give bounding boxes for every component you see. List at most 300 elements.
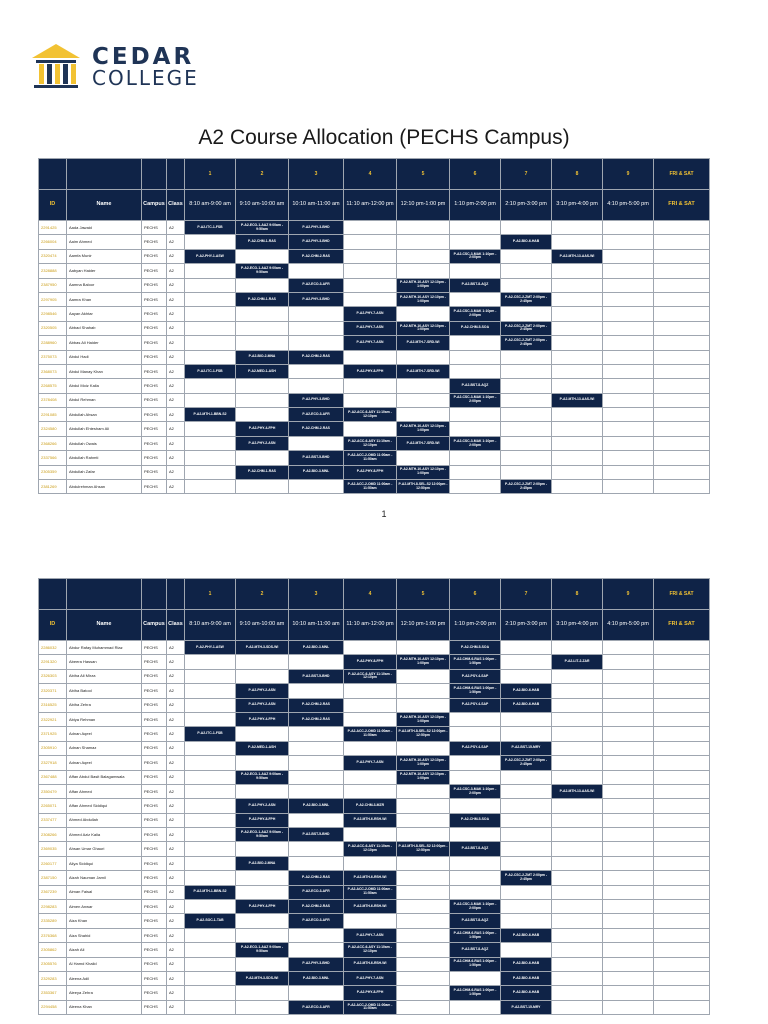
course-cell: P-A2-BIO-3-MNL [289,641,344,655]
empty-cell [185,842,236,856]
campus-cell: PECHS [142,465,167,479]
class-cell: A2 [167,813,185,827]
empty-cell [603,249,654,263]
campus-cell: PECHS [142,885,167,899]
header-number-row [39,579,710,610]
student-name: Aamfa Munir [67,249,142,263]
empty-cell [603,1000,654,1014]
student-id: 2308266 [39,828,67,842]
empty-cell [397,684,450,698]
empty-cell [654,856,710,870]
student-id: 2326303 [39,669,67,683]
header-blank [167,579,185,610]
course-cell: P-A2-ECO-3-AFR [289,885,344,899]
empty-cell [344,379,397,393]
header-slot-number: 5 [397,159,450,190]
student-name: Abiha Zehra [67,698,142,712]
empty-cell [289,986,344,1000]
campus-cell: PECHS [142,451,167,465]
empty-cell [501,641,552,655]
empty-cell [185,451,236,465]
student-name: Aamna Baloor [67,278,142,292]
header-blank [39,159,67,190]
student-name: Abeera Hassan [67,655,142,669]
empty-cell [552,856,603,870]
header-blank [142,159,167,190]
class-cell: A2 [167,292,185,306]
empty-cell [185,379,236,393]
empty-cell [289,727,344,741]
empty-cell [501,393,552,407]
campus-cell: PECHS [142,698,167,712]
empty-cell [236,669,289,683]
empty-cell [552,928,603,942]
empty-cell [654,393,710,407]
class-cell: A2 [167,451,185,465]
campus-cell: PECHS [142,900,167,914]
student-id: 2378408 [39,393,67,407]
student-id: 2335289 [39,914,67,928]
empty-cell [654,727,710,741]
empty-cell [185,669,236,683]
course-cell: P-A2-ACC-6-ASY 11:10am - 12:10pm [344,436,397,450]
empty-cell [397,813,450,827]
empty-cell [501,249,552,263]
header-slot-number: 2 [236,579,289,610]
empty-cell [654,1000,710,1014]
header-name: Name [67,610,142,641]
campus-cell: PECHS [142,249,167,263]
empty-cell [552,364,603,378]
campus-cell: PECHS [142,799,167,813]
class-cell: A2 [167,278,185,292]
header-slot-time: 11:10 am-12:00 pm [344,190,397,221]
course-cell: P-A2-PHY-7-ASN [344,971,397,985]
course-cell: P-A2-ECO-1-AAZ 9:00am - 9:50am [236,943,289,957]
header-slot-time: 10:10 am-11:00 am [289,190,344,221]
course-cell: P-A2-CSC-2-ZMT 2:00pm - 2:45pm [501,292,552,306]
class-cell: A2 [167,698,185,712]
student-id: 2367239 [39,885,67,899]
empty-cell [450,1000,501,1014]
campus-cell: PECHS [142,957,167,971]
class-cell: A2 [167,784,185,798]
header-slot-number: 9 [603,579,654,610]
course-cell: P-A2-BST-15-MRY [501,1000,552,1014]
table-row [39,336,710,350]
empty-cell [552,813,603,827]
empty-cell [236,307,289,321]
empty-cell [552,871,603,885]
class-cell: A2 [167,885,185,899]
header-slot-number: 6 [450,579,501,610]
empty-cell [552,307,603,321]
table-row [39,828,710,842]
course-cell: P-A2-PHY-7-ASN [344,756,397,770]
student-name: Ailya Siddiqui [67,856,142,870]
course-cell: P-A2-CHM-6-RAS 1:00pm - 1:50pm [450,655,501,669]
empty-cell [236,451,289,465]
course-cell: P-A2-PHY-4-FPH [236,900,289,914]
header-id: ID [39,610,67,641]
course-cell: P-A2-CHM-1-RAS [236,235,289,249]
empty-cell [450,350,501,364]
empty-cell [654,465,710,479]
empty-cell [654,986,710,1000]
header-slot-number: 8 [552,579,603,610]
empty-cell [236,393,289,407]
campus-cell: PECHS [142,914,167,928]
class-cell: A2 [167,727,185,741]
class-cell: A2 [167,900,185,914]
class-cell: A2 [167,655,185,669]
course-cell: P-A2-ITC-1-FSB [185,364,236,378]
header-slot-time: 12:10 pm-1:00 pm [397,190,450,221]
empty-cell [552,336,603,350]
course-cell: P-A2-CSC-3-MAK 1:10pm - 2:00pm [450,436,501,450]
course-cell: P-A2-CSC-3-MAK 1:10pm - 2:00pm [450,249,501,263]
course-cell: P-A2-BST-8-AQZ [450,379,501,393]
empty-cell [289,436,344,450]
campus-cell: PECHS [142,928,167,942]
empty-cell [501,712,552,726]
course-cell: P-A2-PHY-8-FPH [344,986,397,1000]
class-cell: A2 [167,1000,185,1014]
campus-cell: PECHS [142,655,167,669]
campus-cell: PECHS [142,770,167,784]
empty-cell [603,856,654,870]
header-slot-time: 9:10 am-10:00 am [236,190,289,221]
empty-cell [603,813,654,827]
empty-cell [603,971,654,985]
empty-cell [185,422,236,436]
empty-cell [654,655,710,669]
empty-cell [236,655,289,669]
student-id: 2268575 [39,379,67,393]
empty-cell [397,1000,450,1014]
empty-cell [397,393,450,407]
course-cell: P-A2-BIO-2-MNA [236,350,289,364]
header-slot-number: 9 [603,159,654,190]
header-class: Class [167,190,185,221]
student-name: Aleena Khan [67,1000,142,1014]
student-id: 2320371 [39,684,67,698]
empty-cell [552,669,603,683]
empty-cell [501,669,552,683]
course-cell: P-A2-MTH-6-RSH-WI [344,900,397,914]
table-row [39,986,710,1000]
table-row [39,321,710,335]
class-cell: A2 [167,364,185,378]
course-cell: P-A2-PHY-8-FPH [344,465,397,479]
course-cell: P-A2-CHM-3-MZR [344,799,397,813]
empty-cell [236,842,289,856]
student-name: Aimen Anwar [67,900,142,914]
empty-cell [654,741,710,755]
campus-cell: PECHS [142,669,167,683]
table-row [39,756,710,770]
course-cell: P-A2-BIO-6-HAB [501,698,552,712]
course-cell: P-A2-ECO-1-AAZ 9:00am - 9:50am [236,828,289,842]
empty-cell [603,784,654,798]
empty-cell [654,957,710,971]
empty-cell [603,307,654,321]
empty-cell [185,292,236,306]
table-row [39,292,710,306]
course-cell: P-A2-ACC-6-ASY 11:10am - 12:10pm [344,842,397,856]
course-cell: P-A2-PHY-7-ASN [344,336,397,350]
empty-cell [603,436,654,450]
empty-cell [397,408,450,422]
empty-cell [397,828,450,842]
course-cell: P-A2-MTH-10-ASY 12:10pm - 1:00pm [397,292,450,306]
campus-cell: PECHS [142,221,167,235]
student-id: 2371925 [39,727,67,741]
empty-cell [603,770,654,784]
course-cell: P-A2-MTH-10-ASY 12:10pm - 1:00pm [397,465,450,479]
campus-cell: PECHS [142,971,167,985]
course-cell: P-A2-LIT-2-ZAR [552,655,603,669]
empty-cell [236,986,289,1000]
course-cell: P-A2-MTH-10-ASY 12:10pm - 1:00pm [397,756,450,770]
empty-cell [397,943,450,957]
campus-cell: PECHS [142,480,167,494]
course-cell: P-A2-BIO-3-MNL [289,465,344,479]
empty-cell [236,480,289,494]
header-slot-time: 2:10 pm-3:00 pm [501,190,552,221]
empty-cell [397,986,450,1000]
empty-cell [654,842,710,856]
student-name: Abdullah Ahsan [67,408,142,422]
student-name: Aamra Khan [67,292,142,306]
empty-cell [552,885,603,899]
course-cell: P-A2-MTH-10-ASY 12:10pm - 1:00pm [397,278,450,292]
student-id: 2288960 [39,336,67,350]
empty-cell [552,480,603,494]
empty-cell [289,784,344,798]
empty-cell [654,828,710,842]
course-cell: P-A2-CHM-6-RAS 1:00pm - 1:50pm [450,928,501,942]
header-slot-number: 5 [397,579,450,610]
course-cell: P-A2-ACC-6-ASY 11:10am - 12:10pm [344,943,397,957]
campus-cell: PECHS [142,364,167,378]
empty-cell [185,350,236,364]
course-cell: P-A2-BIO-6-HAB [501,971,552,985]
empty-cell [289,741,344,755]
empty-cell [397,957,450,971]
header-slot-time: 3:10 pm-4:00 pm [552,190,603,221]
empty-cell [236,321,289,335]
empty-cell [450,727,501,741]
class-cell: A2 [167,957,185,971]
empty-cell [185,465,236,479]
empty-cell [450,235,501,249]
student-name: Abdul Moiz Kalia [67,379,142,393]
course-cell: P-A2-CHM-2-RAS [289,350,344,364]
empty-cell [185,480,236,494]
course-cell: P-A2-MTH-7-SRD-WI [397,336,450,350]
empty-cell [552,1000,603,1014]
empty-cell [552,641,603,655]
empty-cell [654,321,710,335]
empty-cell [185,336,236,350]
table-row [39,741,710,755]
course-cell: P-A2-MTH-13-AAS-WI [552,249,603,263]
student-name: Affan Ahmed [67,784,142,798]
course-cell: P-A2-ECO-1-AAZ 9:00am - 9:50am [236,221,289,235]
student-id: 2387150 [39,871,67,885]
empty-cell [185,698,236,712]
table-row [39,422,710,436]
campus-cell: PECHS [142,436,167,450]
student-id: 2291425 [39,221,67,235]
empty-cell [344,698,397,712]
empty-cell [185,871,236,885]
student-id: 2297905 [39,292,67,306]
class-cell: A2 [167,641,185,655]
empty-cell [397,799,450,813]
course-cell: P-A2-BIO-6-HAB [501,957,552,971]
header-slot-time: 2:10 pm-3:00 pm [501,610,552,641]
campus-cell: PECHS [142,842,167,856]
course-cell: P-A2-PSY-4-SAP [450,669,501,683]
campus-cell: PECHS [142,684,167,698]
course-cell: P-A2-ITC-1-FSB [185,221,236,235]
campus-cell: PECHS [142,393,167,407]
table-row [39,393,710,407]
student-id: 2260177 [39,856,67,870]
empty-cell [344,249,397,263]
college-building-icon [30,40,82,90]
header-slot-time: 8:10 am-9:00 am [185,610,236,641]
empty-cell [501,422,552,436]
header-blank [67,579,142,610]
student-id: 2387950 [39,278,67,292]
campus-cell: PECHS [142,379,167,393]
empty-cell [603,221,654,235]
empty-cell [397,900,450,914]
course-cell: P-A2-ECO-3-AFR [289,408,344,422]
empty-cell [344,828,397,842]
empty-cell [654,221,710,235]
header-slot-number: 1 [185,159,236,190]
course-cell: P-A2-PHY-3-BHD [289,235,344,249]
header-id: ID [39,190,67,221]
student-id: 2327918 [39,756,67,770]
empty-cell [552,698,603,712]
empty-cell [603,842,654,856]
empty-cell [344,684,397,698]
header-slot-time: 11:10 am-12:00 pm [344,610,397,641]
empty-cell [654,712,710,726]
empty-cell [185,393,236,407]
student-name: Abdulrehman Ahsan [67,480,142,494]
course-cell: P-A2-CSC-2-ZMT 2:00pm - 2:45pm [501,756,552,770]
empty-cell [654,292,710,306]
empty-cell [397,856,450,870]
header-number-row [39,159,710,190]
student-id: 2337566 [39,451,67,465]
empty-cell [654,943,710,957]
student-id: 2329283 [39,971,67,985]
empty-cell [603,885,654,899]
empty-cell [450,221,501,235]
class-cell: A2 [167,669,185,683]
empty-cell [185,235,236,249]
empty-cell [501,350,552,364]
empty-cell [397,914,450,928]
course-cell: P-A2-SOC-1-TAB [185,914,236,928]
course-cell: P-A2-MTH-8-SEL-S2 12:00pm - 12:50pm [397,727,450,741]
student-name: Ahmed Abdullah [67,813,142,827]
empty-cell [654,914,710,928]
table-row [39,842,710,856]
campus-cell: PECHS [142,756,167,770]
empty-cell [552,321,603,335]
empty-cell [397,249,450,263]
course-cell: P-A2-BST-8-AQZ [450,842,501,856]
empty-cell [450,292,501,306]
empty-cell [501,379,552,393]
empty-cell [654,756,710,770]
empty-cell [603,928,654,942]
empty-cell [552,943,603,957]
empty-cell [397,698,450,712]
empty-cell [236,957,289,971]
empty-cell [236,408,289,422]
course-cell: P-A2-MTH-3-SDS-WI [236,641,289,655]
campus-cell: PECHS [142,784,167,798]
student-id: 2305910 [39,741,67,755]
course-cell: P-A2-CHM-2-RAS [289,900,344,914]
empty-cell [397,669,450,683]
class-cell: A2 [167,264,185,278]
empty-cell [344,221,397,235]
student-name: Adnan Aqeel [67,756,142,770]
class-cell: A2 [167,828,185,842]
table-row [39,799,710,813]
empty-cell [344,278,397,292]
course-cell: P-A2-PHY-2-ASN [236,698,289,712]
course-cell: P-A2-MTH-13-AAS-WI [552,393,603,407]
empty-cell [185,684,236,698]
empty-cell [185,813,236,827]
table-row [39,698,710,712]
student-name: Abiha Batool [67,684,142,698]
table-row [39,465,710,479]
allocation-table [38,158,710,494]
empty-cell [552,799,603,813]
header-label-row [39,190,710,221]
header-slot-number: 2 [236,159,289,190]
student-name: Aabyan Haider [67,264,142,278]
table-row [39,914,710,928]
empty-cell [552,684,603,698]
table-row [39,943,710,957]
empty-cell [450,712,501,726]
campus-cell: PECHS [142,813,167,827]
table-row [39,900,710,914]
empty-cell [236,249,289,263]
class-cell: A2 [167,943,185,957]
course-cell: P-A2-PHY-4-FPH [236,712,289,726]
student-id: 2337477 [39,813,67,827]
course-cell: P-A2-CHM-2-RAS [289,698,344,712]
student-name: Aleeya Zehra [67,986,142,1000]
campus-cell: PECHS [142,871,167,885]
empty-cell [654,900,710,914]
empty-cell [236,871,289,885]
